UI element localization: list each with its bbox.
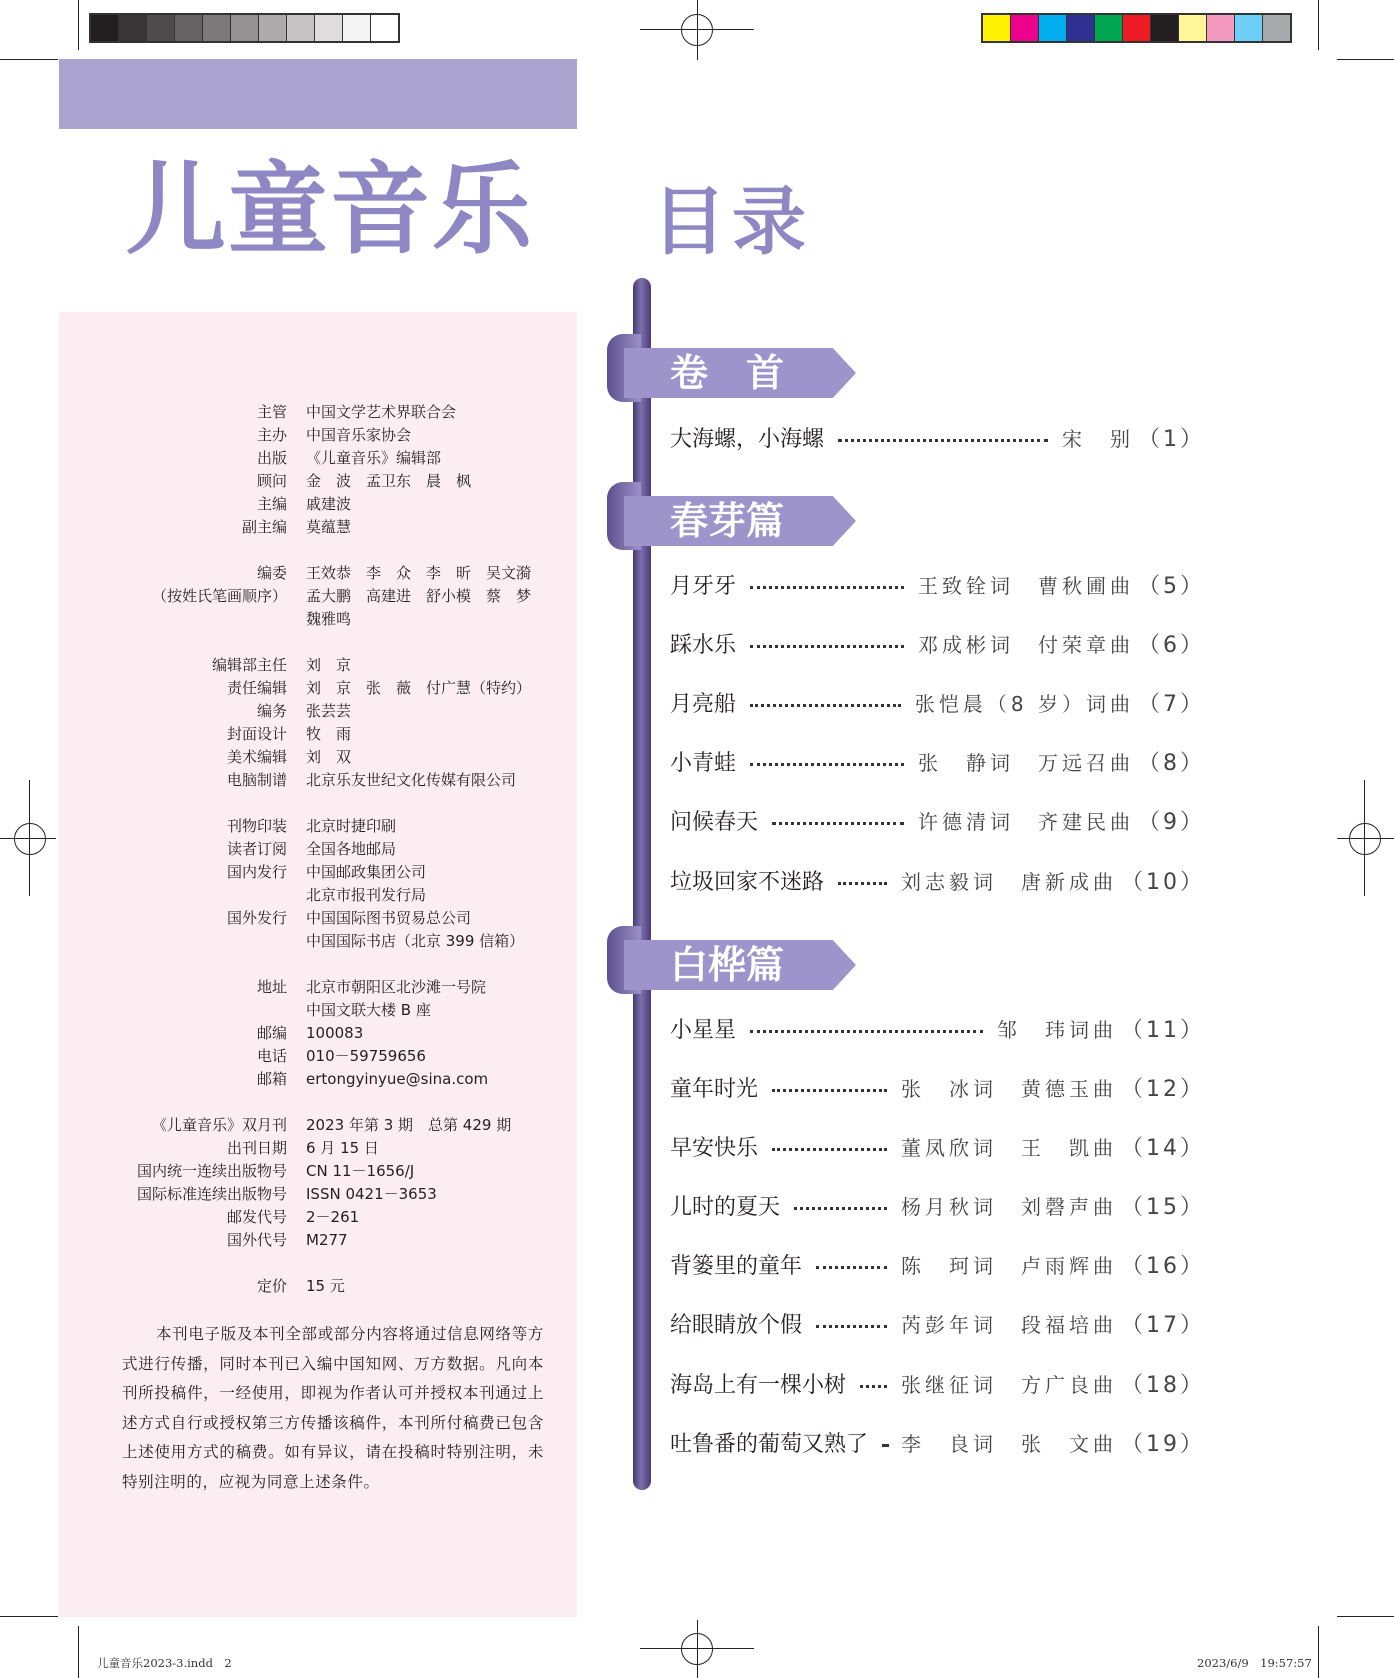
toc-entry-title: 儿时的夏天 [670, 1194, 781, 1220]
toc-entry-page: （15） [1121, 1194, 1205, 1220]
imprint-value: 孟大鹏 高建进 舒小模 蔡 梦 [306, 587, 532, 605]
imprint-value: 中国音乐家协会 [306, 426, 412, 444]
toc-entry[interactable] [670, 566, 1205, 602]
imprint-label: （按姓氏笔画顺序） [151, 587, 287, 605]
crop-mark [697, 1620, 698, 1678]
color-swatch [315, 15, 343, 41]
color-swatch [343, 15, 371, 41]
imprint-value: 100083 [306, 1024, 364, 1042]
color-swatch [371, 15, 398, 41]
toc-entry[interactable] [670, 1365, 1205, 1401]
dot-leader [750, 704, 901, 707]
toc-entry-title: 问候春天 [670, 809, 759, 835]
color-swatch [203, 15, 231, 41]
color-calibration-bar [981, 13, 1292, 43]
dot-leader [838, 439, 1048, 442]
imprint-value: 张芸芸 [306, 702, 352, 720]
imprint-label: 责任编辑 [226, 679, 287, 697]
imprint-value: 莫蕴慧 [306, 518, 352, 536]
toc-entry-credit: 宋 别 [1062, 426, 1134, 451]
toc-entry-page: （16） [1121, 1253, 1205, 1279]
imprint-label: 顾问 [256, 472, 287, 490]
imprint-label: 编务 [256, 702, 287, 720]
toc-entry-credit: 邓成彬词 付荣章曲 [918, 632, 1134, 657]
imprint-value: 刘 京 张 薇 付广慧（特约） [306, 679, 532, 697]
dot-leader [772, 1089, 887, 1092]
section-title: 春芽篇 [670, 499, 785, 543]
imprint-label: 读者订阅 [226, 840, 287, 858]
toc-entry-page: （19） [1121, 1431, 1205, 1457]
imprint-label: 副主编 [241, 518, 287, 536]
imprint-label: 《儿童音乐》双月刊 [151, 1116, 287, 1134]
crop-mark [0, 1616, 58, 1617]
toc-entry[interactable] [670, 684, 1205, 720]
imprint-value: 王效恭 李 众 李 昕 吴文漪 [306, 564, 532, 582]
toc-entry-page: （8） [1138, 750, 1205, 776]
toc-entry[interactable] [670, 1069, 1205, 1105]
toc-entry-page: （9） [1138, 809, 1205, 835]
crop-mark [78, 1626, 79, 1678]
imprint-label: 出刊日期 [226, 1139, 287, 1157]
imprint-value: 中国文联大楼 B 座 [306, 1001, 431, 1019]
color-swatch [119, 15, 147, 41]
toc-entry[interactable] [670, 743, 1205, 779]
color-swatch [1095, 15, 1123, 41]
toc-entry-credit: 张 静词 万远召曲 [918, 750, 1134, 775]
toc-entry-title: 小星星 [670, 1017, 737, 1043]
toc-entry-title: 海岛上有一棵小树 [670, 1372, 847, 1398]
toc-entry-credit: 王致铨词 曹秋圃曲 [918, 573, 1134, 598]
dot-leader [794, 1207, 887, 1210]
color-swatch [1263, 15, 1290, 41]
color-swatch [147, 15, 175, 41]
imprint-value: 中国国际书店（北京 399 信箱） [306, 932, 525, 950]
imprint-label: 邮编 [256, 1024, 287, 1042]
imprint-value: 中国文学艺术界联合会 [306, 403, 457, 421]
dot-leader [750, 763, 904, 766]
toc-entry-credit: 芮彭年词 段福培曲 [901, 1312, 1117, 1337]
color-swatch [1123, 15, 1151, 41]
imprint-row [0, 838, 1394, 860]
toc-entry-title: 早安快乐 [670, 1135, 759, 1161]
color-swatch [1207, 15, 1235, 41]
toc-entry-title: 大海螺，小海螺 [670, 426, 825, 452]
imprint-value: 牧 雨 [306, 725, 352, 743]
grayscale-calibration-bar [89, 13, 400, 43]
imprint-row [0, 1045, 1394, 1067]
imprint-label: 出版 [256, 449, 287, 467]
toc-entry-page: （17） [1121, 1312, 1205, 1338]
imprint-label: 电脑制谱 [226, 771, 287, 789]
toc-entry-page: （5） [1138, 573, 1205, 599]
color-swatch [1067, 15, 1095, 41]
toc-entry[interactable] [670, 1187, 1205, 1223]
dot-leader [838, 882, 887, 885]
dot-leader [816, 1325, 887, 1328]
toc-entry-title: 给眼睛放个假 [670, 1312, 803, 1338]
imprint-value: 《儿童音乐》编辑部 [306, 449, 442, 467]
imprint-value: 2023 年第 3 期 总第 429 期 [306, 1116, 512, 1134]
color-swatch [259, 15, 287, 41]
toc-entry-title: 背篓里的童年 [670, 1253, 803, 1279]
toc-entry-title: 童年时光 [670, 1076, 759, 1102]
color-swatch [1011, 15, 1039, 41]
imprint-value: M277 [306, 1231, 348, 1249]
dot-leader [882, 1444, 887, 1447]
toc-entry[interactable] [670, 802, 1205, 838]
imprint-label: 地址 [256, 978, 287, 996]
toc-entry-credit: 杨月秋词 刘磬声曲 [901, 1194, 1117, 1219]
crop-mark [1318, 1626, 1319, 1678]
imprint-value: ISSN 0421－3653 [306, 1185, 437, 1203]
dot-leader [816, 1266, 887, 1269]
color-swatch [1179, 15, 1207, 41]
crop-mark [78, 0, 79, 50]
color-swatch [175, 15, 203, 41]
imprint-value: ertongyinyue@sina.com [306, 1070, 489, 1088]
imprint-row [0, 470, 1394, 492]
dot-leader [750, 645, 904, 648]
toc-entry-page: （6） [1138, 632, 1205, 658]
toc-entry-credit: 张恺晨（8 岁）词曲 [914, 691, 1134, 716]
imprint-label: 主编 [256, 495, 287, 513]
toc-entry-page: （12） [1121, 1076, 1205, 1102]
color-swatch [231, 15, 259, 41]
color-swatch [983, 15, 1011, 41]
toc-entry-page: （18） [1121, 1372, 1205, 1398]
crop-mark [697, 0, 698, 60]
toc-entry[interactable] [670, 1246, 1205, 1282]
crop-mark [1337, 1616, 1394, 1617]
print-timestamp: 2023/6/9 19:57:57 [1197, 1656, 1312, 1670]
imprint-label: 刊物印装 [226, 817, 287, 835]
imprint-label: 主管 [256, 403, 287, 421]
imprint-value: 全国各地邮局 [306, 840, 397, 858]
toc-entry-page: （11） [1121, 1017, 1205, 1043]
imprint-value: 北京市报刊发行局 [306, 886, 427, 904]
imprint-label: 国内发行 [226, 863, 287, 881]
magazine-logo: 儿童音乐 [126, 151, 534, 268]
imprint-label: 美术编辑 [226, 748, 287, 766]
color-swatch [1039, 15, 1067, 41]
copyright-notice: 本刊电子版及本刊全部或部分内容将通过信息网络等方式进行传播，同时本刊已入编中国知网、万方数据。凡向本刊所投稿件，一经使用，即视为作者认可并授权本刊通过上述方式自行或授权第三方传播该稿件，本刊所付稿费已包含上述使用方式的稿费。如有异议，请在投稿时特别注明，未特别注明的，应视为同意上述条件。 [122, 1325, 544, 1491]
imprint-label: 国际标准连续出版物号 [136, 1185, 287, 1203]
crop-mark [0, 59, 58, 60]
dot-leader [750, 586, 904, 589]
imprint-value: 中国国际图书贸易总公司 [306, 909, 472, 927]
imprint-value: 魏雅鸣 [306, 610, 352, 628]
imprint-label: 国外代号 [226, 1231, 287, 1249]
imprint-value: 中国邮政集团公司 [306, 863, 427, 881]
toc-entry-credit: 邹 玮词曲 [997, 1017, 1117, 1042]
toc-entry-credit: 陈 珂词 卢雨辉曲 [901, 1253, 1117, 1278]
toc-entry-page: （1） [1138, 426, 1205, 452]
toc-entry[interactable] [670, 1128, 1205, 1164]
toc-spine [633, 278, 651, 1490]
imprint-value: 010－59759656 [306, 1047, 426, 1065]
toc-entry-credit: 张继征词 方广良曲 [901, 1372, 1117, 1397]
file-slug: 儿童音乐2023-3.indd 2 [97, 1656, 232, 1670]
imprint-value: 刘 京 [306, 656, 352, 674]
imprint-value: 2－261 [306, 1208, 360, 1226]
color-swatch [287, 15, 315, 41]
imprint-label: 邮发代号 [226, 1208, 287, 1226]
page-title: 目录 [652, 179, 812, 265]
imprint-label: 编委 [256, 564, 287, 582]
imprint-value: 戚建波 [306, 495, 352, 513]
imprint-value: 6 月 15 日 [306, 1139, 379, 1157]
dot-leader [860, 1385, 887, 1388]
color-swatch [1235, 15, 1263, 41]
section-title: 卷 首 [670, 351, 785, 395]
toc-entry[interactable] [670, 419, 1205, 455]
toc-entry[interactable] [670, 862, 1205, 898]
toc-entry-title: 吐鲁番的葡萄又熟了 [670, 1431, 869, 1457]
toc-entry-title: 月牙牙 [670, 573, 737, 599]
dot-leader [772, 822, 904, 825]
header-band [59, 59, 577, 129]
imprint-label: 国外发行 [226, 909, 287, 927]
imprint-label: 定价 [256, 1277, 287, 1295]
section-title: 白桦篇 [670, 943, 785, 987]
imprint-value: CN 11－1656/J [306, 1162, 415, 1180]
imprint-label: 主办 [256, 426, 287, 444]
imprint-value: 15 元 [306, 1277, 345, 1295]
imprint-value: 刘 双 [306, 748, 352, 766]
crop-mark [1318, 0, 1319, 50]
imprint-row [0, 907, 1394, 929]
toc-entry[interactable] [670, 625, 1205, 661]
imprint-value: 北京乐友世纪文化传媒有限公司 [306, 771, 517, 789]
crop-mark [1337, 59, 1394, 60]
color-swatch [91, 15, 119, 41]
toc-entry-page: （10） [1121, 869, 1205, 895]
toc-entry-credit: 张 冰词 黄德玉曲 [901, 1076, 1117, 1101]
toc-entry-credit: 许德清词 齐建民曲 [918, 809, 1134, 834]
dot-leader [772, 1148, 887, 1151]
toc-entry-page: （14） [1121, 1135, 1205, 1161]
imprint-value: 金 波 孟卫东 晨 枫 [306, 472, 472, 490]
toc-entry-title: 月亮船 [670, 691, 737, 717]
imprint-row [0, 723, 1394, 745]
toc-entry-credit: 刘志毅词 唐新成曲 [901, 869, 1117, 894]
imprint-label: 编辑部主任 [211, 656, 287, 674]
imprint-label: 电话 [256, 1047, 287, 1065]
imprint-label: 国内统一连续出版物号 [136, 1162, 287, 1180]
toc-entry-credit: 董凤欣词 王 凯曲 [901, 1135, 1117, 1160]
dot-leader [750, 1030, 983, 1033]
toc-entry[interactable] [670, 1305, 1205, 1341]
toc-entry-title: 垃圾回家不迷路 [670, 869, 825, 895]
toc-entry-page: （7） [1138, 691, 1205, 717]
imprint-label: 封面设计 [226, 725, 287, 743]
imprint-value: 北京时捷印刷 [306, 817, 397, 835]
toc-entry-credit: 李 良词 张 文曲 [901, 1431, 1117, 1456]
imprint-value: 北京市朝阳区北沙滩一号院 [306, 978, 487, 996]
imprint-label: 邮箱 [256, 1070, 287, 1088]
toc-entry[interactable] [670, 1010, 1205, 1046]
color-swatch [1151, 15, 1179, 41]
toc-entry-title: 踩水乐 [670, 632, 737, 658]
toc-entry[interactable] [670, 1424, 1205, 1460]
toc-entry-title: 小青蛙 [670, 750, 737, 776]
